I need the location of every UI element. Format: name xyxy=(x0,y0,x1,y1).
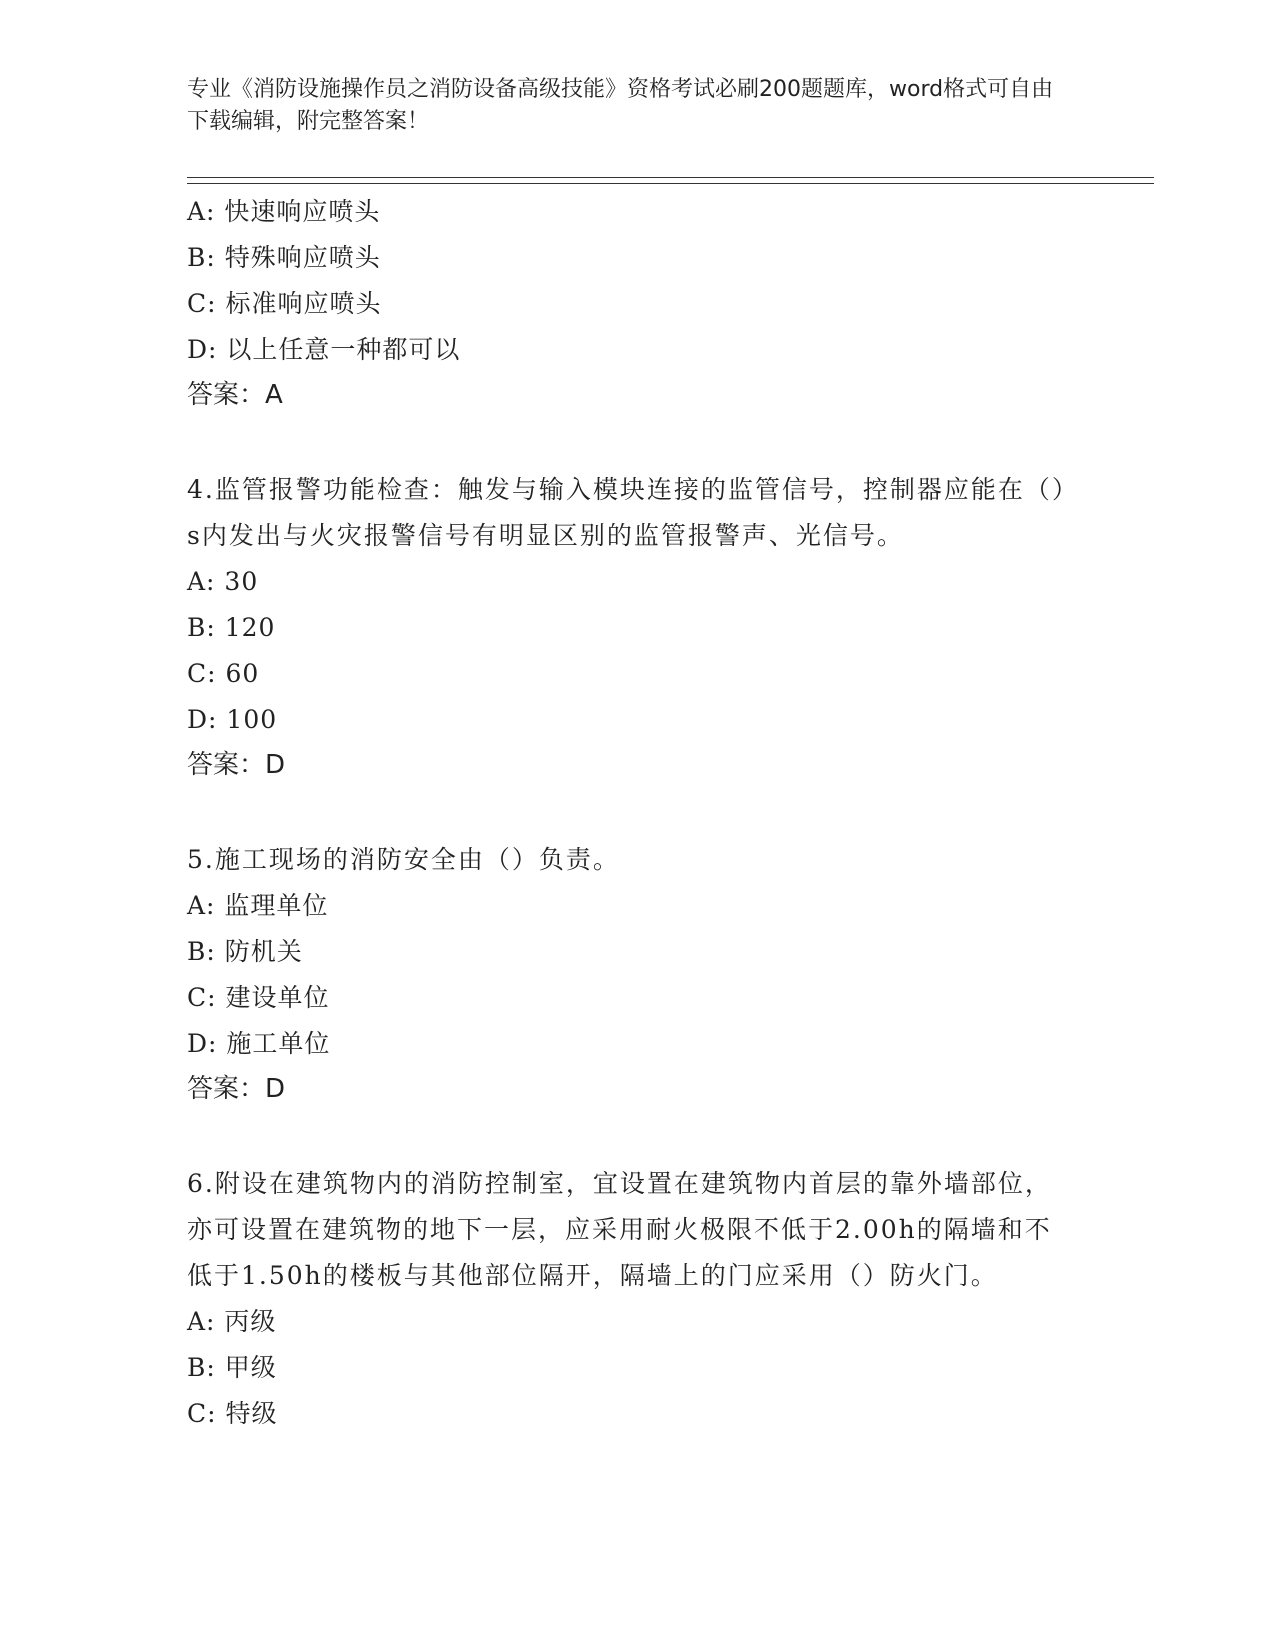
question-stem: 4.监管报警功能检查：触发与输入模块连接的监管信号，控制器应能在（）s内发出与火灾报警信号有明显区别的监管报警声、光信号。 xyxy=(187,475,1067,550)
option-a: A: 30 xyxy=(187,567,259,596)
option-c: C: 60 xyxy=(187,659,260,688)
option-c: C: 标准响应喷头 xyxy=(187,289,382,318)
spacer xyxy=(187,1111,1067,1161)
option-d: D: 以上任意一种都可以 xyxy=(187,335,461,364)
question-6 xyxy=(187,1161,1067,1437)
option-d: D: 施工单位 xyxy=(187,1029,331,1058)
option-a: A: 快速响应喷头 xyxy=(187,197,381,226)
question-5 xyxy=(187,837,1067,1111)
header-divider-bottom xyxy=(187,183,1154,184)
option-b: B: 防机关 xyxy=(187,937,303,966)
question-stem: 5.施工现场的消防安全由（）负责。 xyxy=(187,845,620,874)
question-3 xyxy=(187,189,1067,417)
option-b: B: 甲级 xyxy=(187,1353,277,1382)
header-divider-top xyxy=(187,177,1154,178)
option-b: B: 120 xyxy=(187,613,276,642)
question-4 xyxy=(187,467,1067,787)
answer-line: 答案：D xyxy=(187,750,286,780)
option-c: C: 特级 xyxy=(187,1399,278,1428)
option-a: A: 监理单位 xyxy=(187,891,329,920)
question-stem: 6.附设在建筑物内的消防控制室，宜设置在建筑物内首层的靠外墙部位，亦可设置在建筑物的地下一层，应采用耐火极限不低于2.00h的隔墙和不低于1.50h的楼板与其他部位隔开，隔墙上的门应采用（）防火门。 xyxy=(187,1169,1052,1290)
option-c: C: 建设单位 xyxy=(187,983,330,1012)
option-d: D: 100 xyxy=(187,705,278,734)
answer-line: 答案：A xyxy=(187,380,283,410)
question-list xyxy=(187,189,1067,1437)
spacer xyxy=(187,787,1067,837)
option-a: A: 丙级 xyxy=(187,1307,277,1336)
option-b: B: 特殊响应喷头 xyxy=(187,243,381,272)
answer-line: 答案：D xyxy=(187,1074,286,1104)
spacer xyxy=(187,417,1067,467)
document-header-title: 专业《消防设施操作员之消防设备高级技能》资格考试必刷200题题库，word格式可自由下载编辑，附完整答案！ xyxy=(187,77,1054,134)
